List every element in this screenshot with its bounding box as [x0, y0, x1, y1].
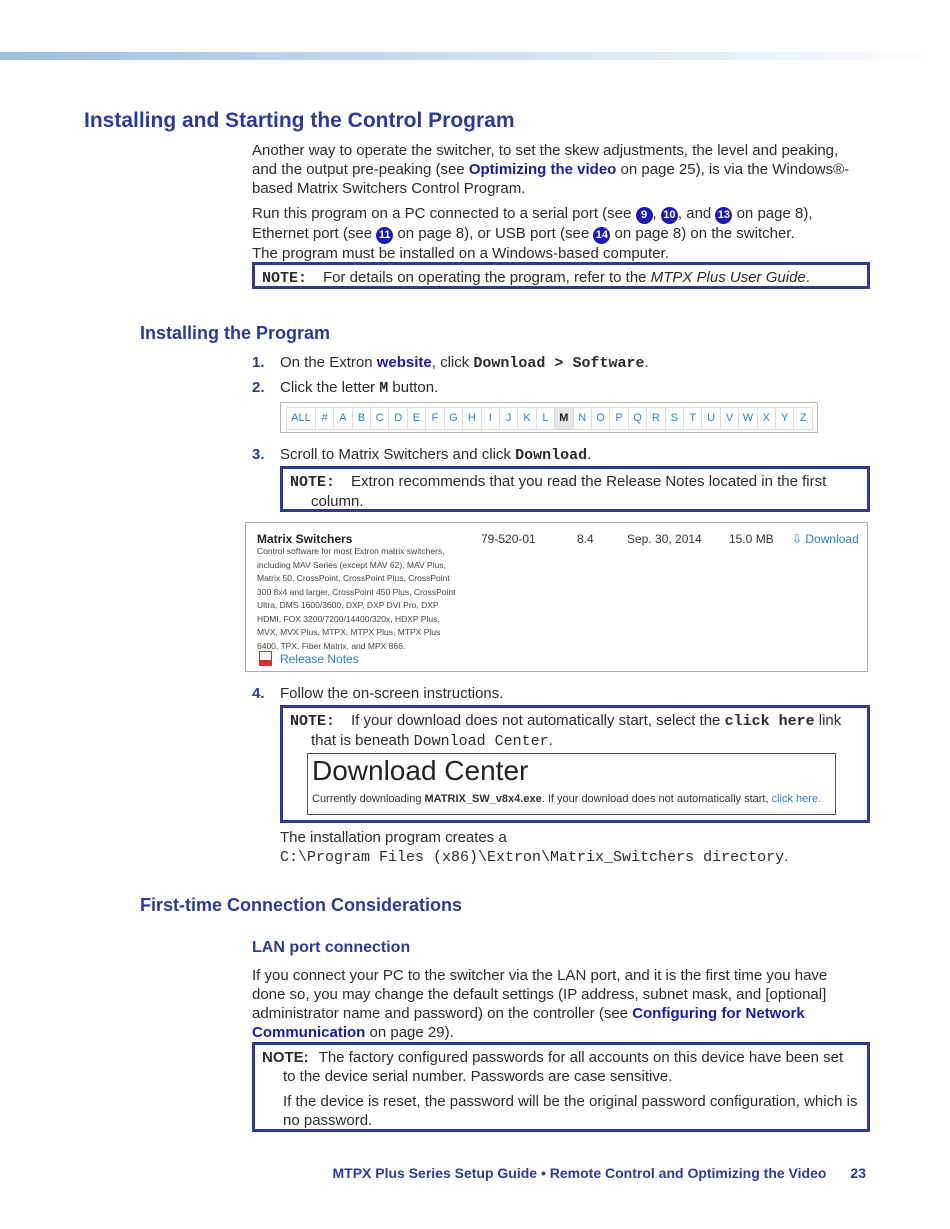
letter-button[interactable]: M	[554, 407, 573, 430]
download-center-code: Download Center	[413, 733, 549, 750]
step-text: button.	[388, 379, 439, 396]
sep: , and	[677, 205, 716, 222]
pdf-icon	[259, 651, 272, 666]
intro-text: Another way to operate the switcher, to set the skew adjustments, the level and peaking, and the output pre-peaking (see	[252, 142, 839, 178]
note-user-guide	[252, 262, 870, 289]
note-text: If your download does not automatically start, select the	[351, 712, 725, 729]
letter-button[interactable]: E	[407, 407, 426, 430]
note-text: .	[805, 269, 810, 286]
download-link[interactable]: ⇩ Download	[792, 532, 859, 546]
footer-text: MTPX Plus Series Setup Guide • Remote Control and Optimizing the Video	[332, 1165, 827, 1181]
version: 8.4	[577, 532, 594, 546]
configuring-network-link[interactable]: Configuring for Network Communication	[252, 1005, 805, 1041]
step-1-number: 1.	[252, 354, 265, 371]
step-2-text	[280, 378, 860, 398]
website-link[interactable]: website	[376, 354, 432, 371]
lan-text: on page 29).	[365, 1024, 454, 1041]
letter-filter-bar	[280, 402, 818, 433]
first-time-heading: First-time Connection Considerations	[140, 895, 463, 915]
callout-10: 10	[661, 207, 678, 224]
product-description: Control software for most Extron matrix switchers, including MAV Series (except MAV 62), MAV Plus, Matrix 50, CrossPoint, CrossPoint Plus, CrossPoint 300 8x4 and larger, CrossPoint 450 Plus, CrossPoint Ultra, DMS 1600/3600, DXP, DXP DVI Pro, DXP HDMI, FOX 3200/7200/14400/320x, HDXP Plus, MVX, MVX Plus, MTPX, MTPX Plus, MTPX Plus 6400, TPX, Fiber Matrix, and MPX 866.	[257, 546, 456, 651]
step-4-text: Follow the on-screen instructions.	[280, 685, 504, 702]
note-label: NOTE:	[262, 270, 308, 287]
letter-button[interactable]: J	[499, 407, 518, 430]
letter-button[interactable]: U	[701, 407, 720, 430]
note-release-notes	[280, 466, 870, 512]
step-2-number: 2.	[252, 379, 265, 396]
click-here-link[interactable]: click here.	[771, 793, 822, 805]
installing-program-heading: Installing the Program	[140, 323, 331, 343]
letter-button[interactable]: S	[665, 407, 684, 430]
letter-button[interactable]: G	[444, 407, 463, 430]
step-1-text	[280, 353, 860, 373]
release-notes-link[interactable]: Release Notes	[280, 652, 359, 666]
status-text: . If your download does not automatically start,	[541, 793, 772, 805]
letter-button[interactable]: R	[646, 407, 665, 430]
ports-text: on page 8), or USB port (see	[393, 225, 594, 242]
product-name: Matrix Switchers	[257, 532, 353, 546]
optimizing-video-link[interactable]: Optimizing the video	[468, 161, 617, 178]
intro-text-end: on page 25), is via the Windows®-based Matrix Switchers Control Program.	[252, 161, 850, 197]
letter-button[interactable]: O	[591, 407, 610, 430]
intro-paragraph	[252, 141, 852, 198]
step-3-number: 3.	[252, 446, 265, 463]
install-text: .	[784, 848, 789, 865]
status-text: Currently downloading	[312, 793, 425, 805]
note-label: NOTE:	[290, 474, 336, 491]
download-row-panel	[245, 522, 868, 672]
letter-button[interactable]: W	[738, 407, 757, 430]
letter-button[interactable]: X	[757, 407, 776, 430]
note-text: link that is beneath	[311, 712, 842, 749]
note-text: Extron recommends that you read the Release Notes located in the first column.	[311, 473, 827, 510]
install-text: The installation program creates a	[280, 829, 507, 846]
lan-text: If you connect your PC to the switcher via the LAN port, and it is the first time you have done so, you may change the default settings (IP address, subnet mask, and [optional] administrator name and password) on the controller (see	[252, 967, 828, 1022]
lan-port-heading: LAN port connection	[252, 939, 411, 956]
letter-button[interactable]: Q	[628, 407, 647, 430]
header-gradient-bar	[0, 52, 950, 60]
section-title: Installing and Starting the Control Program	[84, 109, 515, 132]
letter-button[interactable]: T	[683, 407, 702, 430]
step-text: Scroll to Matrix Switchers and click	[280, 446, 516, 463]
page-number: 23	[850, 1165, 866, 1181]
step-4-number: 4.	[252, 685, 265, 702]
letter-button[interactable]: V	[720, 407, 739, 430]
step-3-text	[280, 445, 860, 465]
install-location-paragraph	[280, 828, 860, 867]
ports-text: on page 8), Ethernet port (see	[252, 205, 813, 242]
download-code: Download	[515, 447, 588, 464]
page-footer	[332, 1164, 866, 1183]
letter-button[interactable]: P	[609, 407, 628, 430]
note-passwords	[252, 1042, 870, 1132]
letter-button[interactable]: B	[352, 407, 371, 430]
letter-button[interactable]: ALL	[286, 407, 316, 430]
letter-button[interactable]: F	[425, 407, 444, 430]
note-text: .	[548, 732, 553, 749]
step-text: On the Extron	[280, 354, 377, 371]
letter-button[interactable]: N	[573, 407, 592, 430]
letter-button[interactable]: H	[462, 407, 481, 430]
download-center-screenshot	[307, 753, 836, 815]
ports-paragraph	[252, 204, 852, 263]
ports-text: Run this program on a PC connected to a serial port (see	[252, 205, 636, 222]
step-text: , click	[431, 354, 474, 371]
note-click-here	[280, 705, 870, 823]
callout-13: 13	[715, 207, 732, 224]
note-label: NOTE:	[290, 713, 336, 730]
letter-button[interactable]: D	[388, 407, 407, 430]
letter-m-code: M	[379, 380, 389, 397]
install-path: C:\Program Files (x86)\Extron\Matrix_Switchers directory	[280, 849, 785, 866]
letter-button[interactable]: C	[370, 407, 389, 430]
click-here-code: click here	[724, 713, 815, 730]
letter-button[interactable]: Z	[793, 407, 812, 430]
lan-paragraph	[252, 966, 850, 1042]
file-size: 15.0 MB	[729, 532, 774, 546]
note-text: For details on operating the program, refer to the	[323, 269, 651, 286]
windows-requirement: The program must be installed on a Windows-based computer.	[252, 245, 669, 262]
step-text: .	[644, 354, 649, 371]
file-name: MATRIX_SW_v8x4.exe	[424, 793, 542, 805]
letter-button[interactable]: #	[315, 407, 334, 430]
letter-button[interactable]: K	[517, 407, 536, 430]
letter-button[interactable]: A	[333, 407, 352, 430]
part-number: 79-520-01	[481, 532, 536, 546]
ports-text: on page 8) on the switcher.	[610, 225, 795, 242]
note-text: The factory configured passwords for all accounts on this device have been set to the device serial number. Passwords are case sensitive.	[283, 1049, 844, 1085]
user-guide-title: MTPX Plus User Guide	[650, 269, 806, 286]
step-text: .	[587, 446, 592, 463]
callout-11: 11	[376, 227, 393, 244]
callout-9: 9	[636, 207, 653, 224]
step-text: Click the letter	[280, 379, 380, 396]
note-label: NOTE:	[262, 1049, 309, 1066]
download-center-status	[312, 792, 831, 806]
letter-button[interactable]: I	[481, 407, 500, 430]
release-date: Sep. 30, 2014	[627, 532, 702, 546]
download-center-title: Download Center	[312, 755, 529, 786]
letter-button[interactable]: Y	[775, 407, 794, 430]
callout-14: 14	[593, 227, 610, 244]
letter-button[interactable]: L	[536, 407, 555, 430]
sep: ,	[652, 205, 661, 222]
download-software-path: Download > Software	[473, 355, 645, 372]
note-reset-text: If the device is reset, the password will be the original password configuration, which is no password.	[283, 1093, 858, 1129]
